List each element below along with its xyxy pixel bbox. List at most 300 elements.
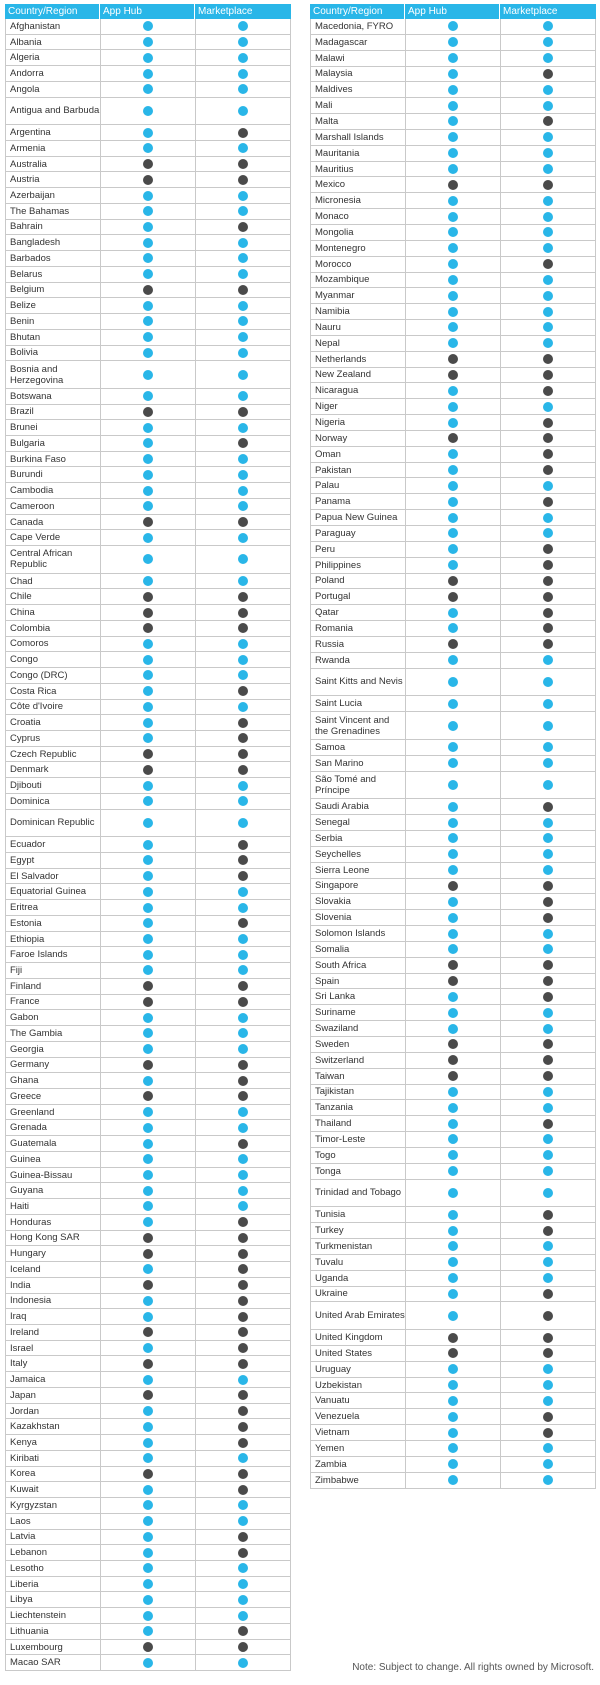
country-name: Canada	[5, 515, 100, 530]
table-row	[5, 574, 291, 590]
table-row	[5, 1577, 291, 1593]
apphub-cell	[405, 589, 500, 604]
marketplace-cell	[195, 515, 291, 530]
marketplace-cell	[500, 1164, 596, 1179]
apphub-cell	[405, 772, 500, 799]
apphub-cell	[405, 209, 500, 224]
table-row	[310, 1239, 596, 1255]
country-name: Micronesia	[310, 193, 405, 208]
available-dot-icon	[448, 1412, 458, 1422]
available-dot-icon	[543, 1257, 553, 1267]
table-row	[310, 1457, 596, 1473]
table-row	[310, 510, 596, 526]
marketplace-cell	[195, 405, 291, 420]
country-name: Luxembourg	[5, 1640, 100, 1655]
table-row	[310, 589, 596, 605]
table-row	[5, 1058, 291, 1074]
available-dot-icon	[143, 1516, 153, 1526]
unavailable-dot-icon	[238, 749, 248, 759]
available-dot-icon	[238, 470, 248, 480]
header-apphub: App Hub	[405, 4, 500, 19]
unavailable-dot-icon	[543, 639, 553, 649]
apphub-cell	[100, 66, 195, 81]
marketplace-cell	[500, 1330, 596, 1345]
unavailable-dot-icon	[448, 1039, 458, 1049]
unavailable-dot-icon	[143, 749, 153, 759]
available-dot-icon	[238, 69, 248, 79]
apphub-cell	[100, 794, 195, 809]
marketplace-cell	[195, 589, 291, 604]
unavailable-dot-icon	[448, 1055, 458, 1065]
available-dot-icon	[143, 301, 153, 311]
marketplace-cell	[195, 1278, 291, 1293]
country-name: Montenegro	[310, 241, 405, 256]
table-row	[310, 1132, 596, 1148]
marketplace-cell	[500, 910, 596, 925]
apphub-cell	[100, 283, 195, 298]
unavailable-dot-icon	[543, 418, 553, 428]
marketplace-cell	[195, 1105, 291, 1120]
apphub-cell	[100, 530, 195, 545]
available-dot-icon	[448, 913, 458, 923]
table-row	[5, 1136, 291, 1152]
available-dot-icon	[143, 1438, 153, 1448]
marketplace-cell	[500, 621, 596, 636]
marketplace-cell	[500, 35, 596, 50]
marketplace-cell	[500, 1037, 596, 1052]
marketplace-cell	[195, 1356, 291, 1371]
country-name: France	[5, 995, 100, 1010]
apphub-cell	[100, 298, 195, 313]
table-row	[310, 193, 596, 209]
available-dot-icon	[143, 69, 153, 79]
apphub-cell	[100, 1231, 195, 1246]
available-dot-icon	[448, 1443, 458, 1453]
available-dot-icon	[543, 1380, 553, 1390]
marketplace-cell	[500, 926, 596, 941]
available-dot-icon	[238, 781, 248, 791]
apphub-cell	[405, 241, 500, 256]
country-name: Romania	[310, 621, 405, 636]
available-dot-icon	[143, 1186, 153, 1196]
marketplace-cell	[500, 712, 596, 739]
available-dot-icon	[143, 391, 153, 401]
unavailable-dot-icon	[238, 1642, 248, 1652]
apphub-cell	[100, 1341, 195, 1356]
country-name: Zimbabwe	[310, 1473, 405, 1488]
country-name: Bosnia and Herzegovina	[5, 361, 100, 388]
table-row	[5, 1183, 291, 1199]
apphub-cell	[405, 304, 500, 319]
table-row	[310, 958, 596, 974]
country-name: Azerbaijan	[5, 188, 100, 203]
table-row	[5, 467, 291, 483]
available-dot-icon	[143, 222, 153, 232]
available-dot-icon	[238, 1154, 248, 1164]
apphub-cell	[100, 98, 195, 125]
table-row	[5, 1262, 291, 1278]
available-dot-icon	[143, 1406, 153, 1416]
apphub-cell	[100, 1655, 195, 1670]
available-dot-icon	[448, 465, 458, 475]
marketplace-cell	[195, 1042, 291, 1057]
available-dot-icon	[448, 944, 458, 954]
table-row	[5, 483, 291, 499]
available-dot-icon	[543, 148, 553, 158]
unavailable-dot-icon	[143, 175, 153, 185]
apphub-cell	[405, 815, 500, 830]
available-dot-icon	[238, 423, 248, 433]
apphub-cell	[100, 1042, 195, 1057]
table-row	[5, 810, 291, 838]
available-dot-icon	[143, 486, 153, 496]
country-name: Mozambique	[310, 273, 405, 288]
apphub-cell	[100, 1294, 195, 1309]
marketplace-cell	[195, 1152, 291, 1167]
available-dot-icon	[143, 1343, 153, 1353]
table-row	[5, 515, 291, 531]
unavailable-dot-icon	[238, 1312, 248, 1322]
marketplace-cell	[195, 314, 291, 329]
apphub-cell	[100, 19, 195, 34]
available-dot-icon	[448, 608, 458, 618]
available-dot-icon	[448, 402, 458, 412]
table-row	[5, 637, 291, 653]
apphub-cell	[405, 1053, 500, 1068]
marketplace-cell	[500, 1116, 596, 1131]
table-row	[310, 542, 596, 558]
apphub-cell	[405, 1021, 500, 1036]
unavailable-dot-icon	[448, 354, 458, 364]
available-dot-icon	[143, 1595, 153, 1605]
country-name: Croatia	[5, 715, 100, 730]
apphub-cell	[100, 869, 195, 884]
country-name: Guatemala	[5, 1136, 100, 1151]
apphub-cell	[100, 1624, 195, 1639]
table-row	[310, 974, 596, 990]
apphub-cell	[405, 1085, 500, 1100]
unavailable-dot-icon	[448, 592, 458, 602]
marketplace-cell	[195, 869, 291, 884]
apphub-cell	[100, 715, 195, 730]
marketplace-cell	[500, 1148, 596, 1163]
marketplace-cell	[500, 740, 596, 755]
available-dot-icon	[238, 1123, 248, 1133]
table-row	[5, 1388, 291, 1404]
available-dot-icon	[543, 944, 553, 954]
country-name: Nigeria	[310, 415, 405, 430]
apphub-cell	[405, 669, 500, 696]
unavailable-dot-icon	[238, 1485, 248, 1495]
unavailable-dot-icon	[543, 1348, 553, 1358]
available-dot-icon	[543, 1008, 553, 1018]
available-dot-icon	[143, 128, 153, 138]
marketplace-cell	[195, 220, 291, 235]
table-row	[5, 82, 291, 98]
country-name: Switzerland	[310, 1053, 405, 1068]
marketplace-cell	[195, 298, 291, 313]
marketplace-cell	[195, 1608, 291, 1623]
unavailable-dot-icon	[238, 159, 248, 169]
unavailable-dot-icon	[238, 1217, 248, 1227]
country-name: Marshall Islands	[310, 130, 405, 145]
unavailable-dot-icon	[543, 913, 553, 923]
available-dot-icon	[448, 85, 458, 95]
country-name: Panama	[310, 494, 405, 509]
apphub-cell	[100, 979, 195, 994]
unavailable-dot-icon	[143, 407, 153, 417]
apphub-cell	[100, 1136, 195, 1151]
marketplace-cell	[195, 50, 291, 65]
available-dot-icon	[448, 275, 458, 285]
apphub-cell	[405, 621, 500, 636]
marketplace-cell	[195, 963, 291, 978]
table-row	[5, 1640, 291, 1656]
marketplace-cell	[195, 1482, 291, 1497]
table-row	[5, 1356, 291, 1372]
apphub-cell	[100, 1451, 195, 1466]
marketplace-cell	[500, 1180, 596, 1207]
country-name: Uganda	[310, 1271, 405, 1286]
country-name: Australia	[5, 157, 100, 172]
country-name: Kiribati	[5, 1451, 100, 1466]
table-row	[310, 926, 596, 942]
table-row	[5, 251, 291, 267]
table-row	[5, 605, 291, 621]
table-header	[310, 4, 596, 19]
apphub-cell	[405, 1037, 500, 1052]
unavailable-dot-icon	[543, 1039, 553, 1049]
marketplace-cell	[195, 1419, 291, 1434]
apphub-cell	[100, 963, 195, 978]
table-row	[5, 1309, 291, 1325]
available-dot-icon	[143, 53, 153, 63]
available-dot-icon	[543, 742, 553, 752]
apphub-cell	[405, 542, 500, 557]
available-dot-icon	[543, 1459, 553, 1469]
marketplace-cell	[195, 1026, 291, 1041]
unavailable-dot-icon	[238, 1091, 248, 1101]
apphub-cell	[405, 958, 500, 973]
available-dot-icon	[238, 533, 248, 543]
available-dot-icon	[143, 316, 153, 326]
unavailable-dot-icon	[543, 449, 553, 459]
apphub-cell	[405, 605, 500, 620]
table-row	[5, 589, 291, 605]
country-name: Laos	[5, 1514, 100, 1529]
available-dot-icon	[143, 781, 153, 791]
apphub-cell	[405, 942, 500, 957]
table-row	[310, 605, 596, 621]
apphub-cell	[405, 756, 500, 771]
marketplace-cell	[500, 831, 596, 846]
apphub-cell	[405, 1164, 500, 1179]
country-name: Ireland	[5, 1325, 100, 1340]
marketplace-cell	[195, 1514, 291, 1529]
country-name: Lesotho	[5, 1561, 100, 1576]
marketplace-cell	[195, 1388, 291, 1403]
available-dot-icon	[448, 742, 458, 752]
apphub-cell	[100, 1073, 195, 1088]
apphub-cell	[100, 267, 195, 282]
copyright-note: Note: Subject to change. All rights owned by Microsoft.	[352, 1662, 594, 1673]
apphub-cell	[405, 1457, 500, 1472]
country-name: Angola	[5, 82, 100, 97]
marketplace-cell	[195, 1577, 291, 1592]
marketplace-cell	[500, 114, 596, 129]
available-dot-icon	[543, 758, 553, 768]
apphub-cell	[100, 1388, 195, 1403]
marketplace-cell	[195, 251, 291, 266]
marketplace-cell	[500, 542, 596, 557]
country-name: Kenya	[5, 1435, 100, 1450]
apphub-cell	[100, 932, 195, 947]
table-row	[5, 1592, 291, 1608]
country-name: Malawi	[310, 51, 405, 66]
apphub-cell	[405, 368, 500, 383]
table-row	[5, 1341, 291, 1357]
marketplace-cell	[500, 696, 596, 711]
marketplace-cell	[195, 1624, 291, 1639]
table-row	[5, 1482, 291, 1498]
country-name: South Africa	[310, 958, 405, 973]
apphub-cell	[100, 1372, 195, 1387]
marketplace-cell	[500, 1132, 596, 1147]
unavailable-dot-icon	[543, 370, 553, 380]
marketplace-cell	[500, 1069, 596, 1084]
table-row	[5, 436, 291, 452]
country-name: New Zealand	[310, 368, 405, 383]
apphub-cell	[405, 67, 500, 82]
table-row	[5, 1199, 291, 1215]
unavailable-dot-icon	[543, 180, 553, 190]
available-dot-icon	[448, 655, 458, 665]
table-row	[310, 177, 596, 193]
country-name: Kazakhstan	[5, 1419, 100, 1434]
unavailable-dot-icon	[238, 438, 248, 448]
unavailable-dot-icon	[143, 765, 153, 775]
marketplace-cell	[500, 1362, 596, 1377]
country-name: Benin	[5, 314, 100, 329]
apphub-cell	[405, 1100, 500, 1115]
available-dot-icon	[143, 84, 153, 94]
unavailable-dot-icon	[238, 128, 248, 138]
table-row	[5, 853, 291, 869]
marketplace-cell	[195, 499, 291, 514]
unavailable-dot-icon	[238, 1264, 248, 1274]
marketplace-cell	[500, 1287, 596, 1302]
apphub-cell	[100, 916, 195, 931]
table-row	[310, 574, 596, 590]
apphub-cell	[100, 1309, 195, 1324]
table-row	[5, 1467, 291, 1483]
country-name: Morocco	[310, 257, 405, 272]
available-dot-icon	[143, 1154, 153, 1164]
country-name: Peru	[310, 542, 405, 557]
available-dot-icon	[448, 164, 458, 174]
apphub-cell	[405, 288, 500, 303]
table-row	[5, 1372, 291, 1388]
country-name: Liechtenstein	[5, 1608, 100, 1623]
header-country: Country/Region	[5, 4, 100, 19]
available-dot-icon	[238, 1013, 248, 1023]
available-dot-icon	[238, 53, 248, 63]
available-dot-icon	[143, 840, 153, 850]
marketplace-cell	[195, 932, 291, 947]
marketplace-cell	[500, 82, 596, 97]
marketplace-cell	[195, 204, 291, 219]
country-name: Nepal	[310, 336, 405, 351]
unavailable-dot-icon	[543, 592, 553, 602]
apphub-cell	[100, 141, 195, 156]
apphub-cell	[100, 420, 195, 435]
table-row	[5, 869, 291, 885]
apphub-cell	[100, 947, 195, 962]
available-dot-icon	[143, 1296, 153, 1306]
table-row	[310, 1287, 596, 1303]
apphub-cell	[100, 884, 195, 899]
available-dot-icon	[448, 418, 458, 428]
unavailable-dot-icon	[143, 1642, 153, 1652]
marketplace-cell	[500, 478, 596, 493]
marketplace-cell	[500, 526, 596, 541]
apphub-cell	[100, 900, 195, 915]
apphub-cell	[100, 1498, 195, 1513]
unavailable-dot-icon	[543, 497, 553, 507]
table-row	[310, 51, 596, 67]
unavailable-dot-icon	[143, 1091, 153, 1101]
table-row	[5, 1624, 291, 1640]
unavailable-dot-icon	[543, 1071, 553, 1081]
country-name: Estonia	[5, 916, 100, 931]
country-name: Saint Vincent and the Grenadines	[310, 712, 405, 739]
marketplace-cell	[195, 436, 291, 451]
table-row	[310, 558, 596, 574]
table-row	[5, 1026, 291, 1042]
apphub-cell	[100, 157, 195, 172]
unavailable-dot-icon	[238, 1406, 248, 1416]
marketplace-cell	[500, 510, 596, 525]
unavailable-dot-icon	[143, 1060, 153, 1070]
apphub-cell	[100, 405, 195, 420]
unavailable-dot-icon	[543, 897, 553, 907]
table-row	[5, 963, 291, 979]
marketplace-cell	[195, 361, 291, 388]
unavailable-dot-icon	[448, 1071, 458, 1081]
unavailable-dot-icon	[143, 1280, 153, 1290]
country-name: Mauritania	[310, 146, 405, 161]
table-row	[5, 157, 291, 173]
marketplace-cell	[500, 958, 596, 973]
marketplace-cell	[500, 494, 596, 509]
marketplace-cell	[195, 853, 291, 868]
available-dot-icon	[238, 348, 248, 358]
available-dot-icon	[238, 1375, 248, 1385]
country-name: Saint Lucia	[310, 696, 405, 711]
apphub-cell	[100, 668, 195, 683]
marketplace-cell	[500, 1378, 596, 1393]
country-name: Taiwan	[310, 1069, 405, 1084]
unavailable-dot-icon	[238, 855, 248, 865]
available-dot-icon	[143, 1548, 153, 1558]
country-name: Greece	[5, 1089, 100, 1104]
marketplace-cell	[500, 1409, 596, 1424]
country-name: Liberia	[5, 1577, 100, 1592]
country-name: Guinea	[5, 1152, 100, 1167]
apphub-cell	[100, 762, 195, 777]
table-row	[310, 1223, 596, 1239]
country-name: Faroe Islands	[5, 947, 100, 962]
